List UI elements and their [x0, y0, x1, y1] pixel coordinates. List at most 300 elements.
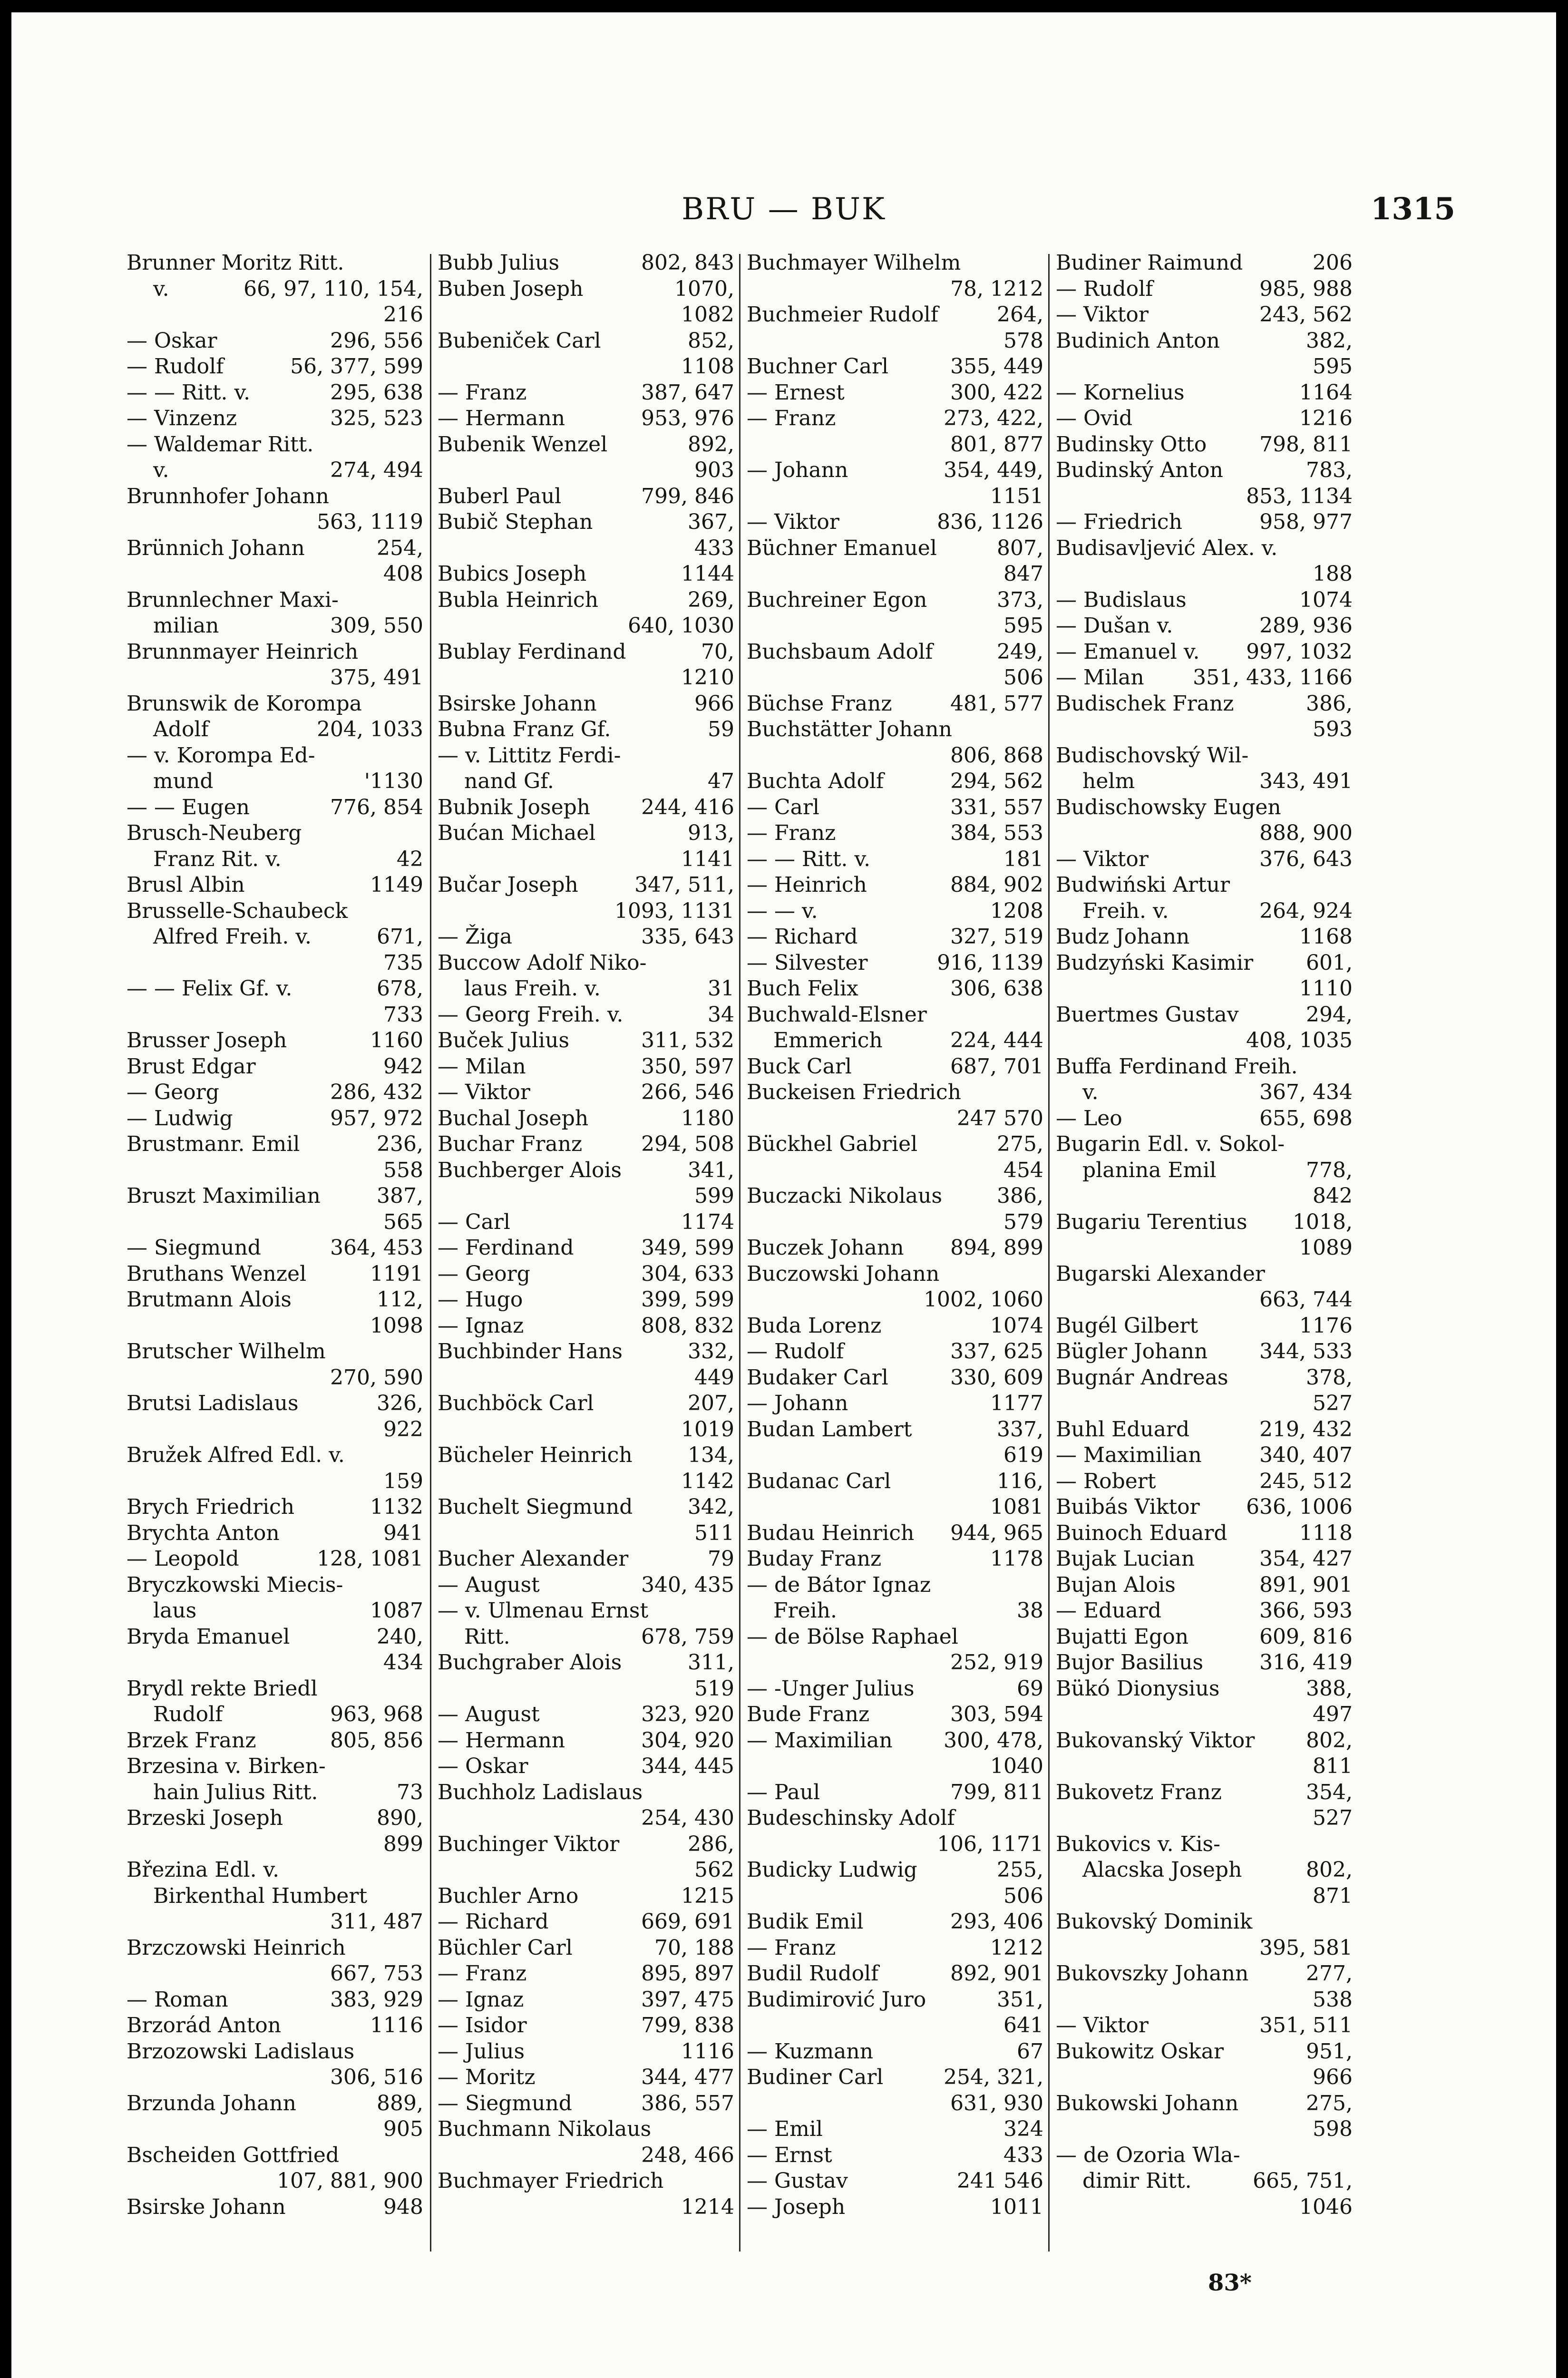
- entry-page-refs: 34: [708, 1002, 734, 1027]
- index-entry: [127, 639, 423, 665]
- entry-page-refs: 852,: [688, 328, 734, 353]
- entry-name: Brzunda Johann: [127, 2091, 296, 2115]
- entry-name: — Franz: [747, 821, 836, 845]
- index-entry: [1056, 302, 1353, 328]
- index-entry: [747, 1469, 1043, 1495]
- index-entry: [747, 1235, 1043, 1261]
- entry-page-refs: 506: [1003, 1883, 1043, 1908]
- index-entry: [127, 717, 423, 743]
- index-entry: [747, 1520, 1043, 1547]
- entry-page-refs: 891, 901: [1259, 1572, 1353, 1597]
- entry-page-refs: 116,: [997, 1469, 1043, 1493]
- entry-page-refs: 306, 516: [330, 2065, 423, 2089]
- index-entry-continuation: [1056, 1805, 1353, 1832]
- entry-page-refs: 951,: [1306, 2039, 1353, 2064]
- index-entry: [1056, 1442, 1353, 1469]
- entry-page-refs: 598: [1313, 2117, 1353, 2141]
- entry-page-refs: 1108: [681, 354, 734, 379]
- entry-name: Brustmanr. Emil: [127, 1132, 300, 1156]
- index-entry: [127, 380, 423, 406]
- index-entry: [1056, 639, 1353, 665]
- entry-page-refs: 1142: [681, 1469, 734, 1493]
- entry-page-refs: 206: [1313, 251, 1353, 275]
- entry-page-refs: 306, 638: [950, 976, 1043, 1001]
- index-entry: [747, 976, 1043, 1002]
- index-entry-continuation: [127, 1650, 423, 1676]
- entry-page-refs: 678,: [377, 976, 423, 1001]
- entry-name: Budaker Carl: [747, 1365, 888, 1390]
- entry-page-refs: 687, 701: [950, 1054, 1043, 1079]
- index-entry: [1056, 1209, 1353, 1236]
- entry-page-refs: 1176: [1299, 1313, 1353, 1338]
- index-entry: [127, 484, 423, 510]
- entry-page-refs: 890,: [377, 1806, 423, 1830]
- entry-page-refs: 31: [708, 976, 734, 1001]
- entry-page-refs: 640, 1030: [628, 614, 734, 638]
- entry-page-refs: 497: [1313, 1702, 1353, 1726]
- index-entry: [1056, 1494, 1353, 1520]
- index-entry-continuation: [747, 328, 1043, 354]
- index-column-4: [1056, 250, 1353, 2257]
- entry-name: Adolf: [153, 717, 209, 741]
- index-entry: [1056, 1313, 1353, 1339]
- entry-name: — Kornelius: [1056, 380, 1185, 405]
- entry-name: Budan Lambert: [747, 1417, 912, 1442]
- index-entry: [127, 432, 423, 458]
- index-entry-continuation: [127, 1158, 423, 1184]
- index-entry: [127, 1546, 423, 1572]
- index-entry: [127, 613, 423, 639]
- index-entry: [438, 820, 734, 847]
- index-entry-continuation: [127, 1313, 423, 1339]
- index-entry: [1056, 1857, 1353, 1883]
- index-entry: [747, 1028, 1043, 1054]
- entry-name: Brusser Joseph: [127, 1028, 287, 1053]
- index-entry: [127, 1780, 423, 1806]
- index-entry: [127, 1261, 423, 1287]
- entry-name: Bukovetz Franz: [1056, 1780, 1222, 1804]
- entry-page-refs: 1208: [990, 898, 1043, 923]
- index-entry: [127, 1857, 423, 1883]
- index-entry: [127, 276, 423, 302]
- entry-page-refs: 373,: [997, 587, 1043, 612]
- entry-page-refs: 216: [383, 302, 423, 327]
- entry-page-refs: 344, 477: [641, 2065, 734, 2089]
- index-entry: [1056, 950, 1353, 976]
- column-rule: [430, 254, 431, 2251]
- entry-page-refs: 807,: [997, 536, 1043, 560]
- index-entry: [127, 2091, 423, 2117]
- entry-name: Bsirske Johann: [127, 2194, 286, 2219]
- index-entry: [127, 924, 423, 950]
- entry-name: Franz Rit. v.: [153, 847, 282, 871]
- entry-name: Buchal Joseph: [438, 1106, 589, 1131]
- entry-name: Buhl Eduard: [1056, 1417, 1190, 1442]
- entry-page-refs: 1087: [370, 1598, 423, 1623]
- index-entry: [438, 2013, 734, 2039]
- index-entry: [1056, 2091, 1353, 2117]
- entry-page-refs: 842: [1313, 1184, 1353, 1208]
- entry-name: Bugarin Edl. v. Sokol-: [1056, 1132, 1285, 1156]
- entry-page-refs: 350, 597: [641, 1054, 734, 1079]
- entry-page-refs: 558: [383, 1158, 423, 1182]
- entry-name: Bügler Johann: [1056, 1339, 1208, 1364]
- index-entry: [747, 639, 1043, 665]
- entry-name: — Gustav: [747, 2169, 848, 2193]
- entry-name: Buchböck Carl: [438, 1391, 594, 1415]
- index-entry: [1056, 509, 1353, 536]
- entry-name: — Waldemar Ritt.: [127, 432, 314, 457]
- index-entry: [1056, 2039, 1353, 2065]
- index-entry-continuation: [438, 2143, 734, 2169]
- entry-page-refs: 349, 599: [641, 1236, 734, 1260]
- entry-name: — Emil: [747, 2117, 823, 2141]
- entry-name: — Hermann: [438, 406, 565, 430]
- entry-page-refs: 1180: [681, 1106, 734, 1131]
- entry-name: — Hugo: [438, 1287, 523, 1312]
- index-entry-continuation: [747, 432, 1043, 458]
- index-entry: [747, 406, 1043, 432]
- index-entry: [438, 924, 734, 950]
- index-entry-continuation: [438, 354, 734, 380]
- entry-page-refs: 678, 759: [641, 1624, 734, 1649]
- entry-page-refs: 254, 430: [641, 1806, 734, 1830]
- index-entry: [747, 1054, 1043, 1080]
- entry-page-refs: 434: [383, 1650, 423, 1675]
- entry-page-refs: 273, 422,: [944, 406, 1043, 430]
- entry-page-refs: 847: [1003, 562, 1043, 586]
- entry-name: Buck Carl: [747, 1054, 852, 1079]
- entry-page-refs: 388,: [1306, 1676, 1353, 1701]
- entry-name: Buček Julius: [438, 1028, 570, 1053]
- entry-page-refs: 799, 838: [641, 2013, 734, 2037]
- index-entry: [1056, 1106, 1353, 1132]
- index-entry: [438, 950, 734, 976]
- entry-name: Brzczowski Heinrich: [127, 1935, 346, 1960]
- entry-name: Buchner Carl: [747, 354, 889, 379]
- entry-page-refs: 894, 899: [950, 1236, 1043, 1260]
- index-entry-continuation: [747, 1832, 1043, 1858]
- entry-page-refs: 266, 546: [641, 1080, 734, 1104]
- entry-name: Brusl Albin: [127, 873, 245, 897]
- entry-name: Bukovszky Johann: [1056, 1961, 1249, 1986]
- entry-page-refs: 888, 900: [1259, 821, 1353, 845]
- index-entry: [438, 872, 734, 898]
- entry-name: Brunner Moritz Ritt.: [127, 251, 344, 275]
- index-entry: [1056, 2013, 1353, 2039]
- entry-name: Bukovics v. Kis-: [1056, 1832, 1220, 1856]
- entry-page-refs: 805, 856: [330, 1728, 423, 1753]
- entry-page-refs: 42: [397, 847, 423, 871]
- entry-page-refs: 240,: [377, 1624, 423, 1649]
- index-entry: [1056, 1728, 1353, 1754]
- entry-name: — Georg Freih. v.: [438, 1002, 623, 1027]
- entry-name: Buczacki Nikolaus: [747, 1184, 943, 1208]
- index-entry: [747, 795, 1043, 821]
- index-entry: [1056, 1417, 1353, 1443]
- index-entry: [747, 1261, 1043, 1287]
- index-entry: [1056, 1832, 1353, 1858]
- entry-name: Brydl rekte Briedl: [127, 1676, 318, 1701]
- entry-name: — Maximilian: [1056, 1443, 1202, 1467]
- index-entry: [127, 872, 423, 898]
- index-entry: [438, 484, 734, 510]
- index-entry: [127, 1883, 423, 1910]
- index-entry: [438, 1650, 734, 1676]
- index-entry: [1056, 613, 1353, 639]
- index-entry: [127, 795, 423, 821]
- entry-page-refs: 159: [383, 1469, 423, 1493]
- entry-page-refs: 778,: [1306, 1158, 1353, 1182]
- entry-page-refs: 395, 581: [1259, 1935, 1353, 1960]
- index-entry: [438, 2065, 734, 2091]
- entry-page-refs: 1214: [681, 2194, 734, 2219]
- index-entry: [438, 769, 734, 795]
- entry-page-refs: 128, 1081: [317, 1547, 423, 1571]
- entry-name: — Robert: [1056, 1469, 1156, 1493]
- index-entry: [747, 1857, 1043, 1883]
- entry-page-refs: 913,: [688, 821, 734, 845]
- index-entry: [127, 1106, 423, 1132]
- index-entry: [747, 1313, 1043, 1339]
- index-entry-continuation: [747, 561, 1043, 587]
- entry-name: v.: [1082, 1080, 1099, 1104]
- entry-name: — Georg: [438, 1261, 530, 1286]
- entry-page-refs: 311, 532: [641, 1028, 734, 1053]
- index-entry: [1056, 1624, 1353, 1650]
- entry-page-refs: 667, 753: [330, 1961, 423, 1986]
- entry-page-refs: 1002, 1060: [924, 1287, 1043, 1312]
- entry-page-refs: 669, 691: [641, 1910, 734, 1934]
- entry-page-refs: 801, 877: [950, 432, 1043, 457]
- entry-name: hain Julius Ritt.: [153, 1780, 318, 1804]
- index-entry-continuation: [747, 665, 1043, 691]
- entry-page-refs: 735: [383, 950, 423, 975]
- entry-page-refs: 303, 594: [950, 1702, 1043, 1726]
- entry-name: — Milan: [438, 1054, 526, 1079]
- index-entry: [127, 2194, 423, 2221]
- index-entry: [747, 1624, 1043, 1650]
- entry-name: Buckeisen Friedrich: [747, 1080, 961, 1104]
- entry-page-refs: 269,: [688, 587, 734, 612]
- entry-page-refs: 254,: [377, 536, 423, 560]
- index-entry: [438, 1339, 734, 1365]
- entry-page-refs: 884, 902: [950, 873, 1043, 897]
- entry-page-refs: 899: [383, 1832, 423, 1856]
- entry-name: Bukovanský Viktor: [1056, 1728, 1255, 1753]
- entry-page-refs: 802,: [1306, 1728, 1353, 1753]
- entry-name: Alacska Joseph: [1082, 1858, 1242, 1882]
- index-entry: [127, 1598, 423, 1624]
- index-entry-continuation: [747, 2091, 1043, 2117]
- entry-page-refs: 344, 445: [641, 1754, 734, 1778]
- entry-name: laus Freih. v.: [464, 976, 601, 1001]
- entry-name: Buchwald-Elsner: [747, 1002, 927, 1027]
- index-entry-continuation: [1056, 976, 1353, 1002]
- entry-page-refs: 1093, 1131: [614, 898, 734, 923]
- index-entry: [438, 1624, 734, 1650]
- entry-name: — Richard: [438, 1910, 549, 1934]
- entry-page-refs: 538: [1313, 1987, 1353, 2012]
- entry-page-refs: 340, 407: [1259, 1443, 1353, 1467]
- entry-name: Bugnár Andreas: [1056, 1365, 1228, 1390]
- index-entry: [438, 1158, 734, 1184]
- entry-name: — Julius: [438, 2039, 525, 2064]
- index-entry: [747, 2116, 1043, 2143]
- entry-name: Budz Johann: [1056, 925, 1190, 949]
- entry-name: — — Ritt. v.: [127, 380, 251, 405]
- index-entry: [1056, 1650, 1353, 1676]
- entry-page-refs: 1040: [990, 1754, 1043, 1778]
- entry-page-refs: 1174: [681, 1209, 734, 1234]
- index-entry: [1056, 1054, 1353, 1080]
- index-entry: [127, 458, 423, 484]
- entry-name: — Carl: [438, 1209, 510, 1234]
- entry-page-refs: 1011: [990, 2194, 1043, 2219]
- index-entry-continuation: [1056, 1028, 1353, 1054]
- index-entry: [438, 1235, 734, 1261]
- entry-page-refs: 78, 1212: [950, 276, 1043, 301]
- entry-name: — Siegmund: [127, 1236, 261, 1260]
- entry-name: Bugariu Terentius: [1056, 1209, 1247, 1234]
- index-entry: [747, 380, 1043, 406]
- entry-name: Büchner Emanuel: [747, 536, 937, 560]
- index-entry-continuation: [438, 613, 734, 639]
- entry-name: — Eduard: [1056, 1598, 1162, 1623]
- index-entry: [127, 2013, 423, 2039]
- entry-name: Bückhel Gabriel: [747, 1132, 918, 1156]
- index-entry: [127, 1676, 423, 1702]
- index-entry: [747, 2039, 1043, 2065]
- index-entry: [438, 1131, 734, 1158]
- index-entry: [747, 1391, 1043, 1417]
- entry-name: — Franz: [747, 406, 836, 430]
- index-entry-continuation: [1056, 1287, 1353, 1313]
- entry-page-refs: 1046: [1299, 2194, 1353, 2219]
- index-entry: [1056, 1598, 1353, 1624]
- entry-name: Buccow Adolf Niko-: [438, 950, 647, 975]
- index-entry: [127, 1028, 423, 1054]
- entry-name: — Ignaz: [438, 1313, 524, 1338]
- entry-page-refs: 895, 897: [641, 1961, 734, 1986]
- entry-name: — Kuzmann: [747, 2039, 874, 2064]
- entry-page-refs: 1074: [1299, 587, 1353, 612]
- page-number: 1315: [1370, 191, 1455, 227]
- entry-name: Bruszt Maximilian: [127, 1184, 321, 1208]
- entry-page-refs: 563, 1119: [317, 510, 423, 534]
- entry-name: — Budislaus: [1056, 587, 1187, 612]
- index-entry: [438, 2168, 734, 2194]
- index-entry-continuation: [1056, 820, 1353, 847]
- index-entry-continuation: [1056, 2065, 1353, 2091]
- entry-page-refs: 274, 494: [330, 458, 423, 482]
- entry-page-refs: 351, 433, 1166: [1193, 665, 1353, 690]
- entry-name: — Paul: [747, 1780, 820, 1804]
- entry-name: — Viktor: [438, 1080, 530, 1104]
- index-entry: [127, 976, 423, 1002]
- entry-page-refs: 1132: [370, 1495, 423, 1519]
- index-entry: [438, 587, 734, 614]
- index-entry: [438, 976, 734, 1002]
- index-entry: [438, 1546, 734, 1572]
- entry-page-refs: 997, 1032: [1246, 639, 1353, 664]
- entry-page-refs: 70,: [701, 639, 734, 664]
- index-entry-continuation: [1056, 1391, 1353, 1417]
- entry-page-refs: 655, 698: [1259, 1106, 1353, 1131]
- index-entry: [1056, 458, 1353, 484]
- index-entry-continuation: [1056, 717, 1353, 743]
- entry-name: — Franz: [747, 1935, 836, 1960]
- index-entry: [438, 1780, 734, 1806]
- entry-page-refs: 294, 562: [950, 769, 1043, 793]
- entry-page-refs: 367,: [688, 510, 734, 534]
- entry-name: Budil Rudolf: [747, 1961, 879, 1986]
- index-entry: [438, 432, 734, 458]
- entry-page-refs: 351, 511: [1259, 2013, 1353, 2037]
- entry-page-refs: 344, 533: [1259, 1339, 1353, 1364]
- index-entry-continuation: [438, 1857, 734, 1883]
- entry-page-refs: 387,: [377, 1184, 423, 1208]
- index-entry-continuation: [127, 665, 423, 691]
- entry-page-refs: 836, 1126: [937, 510, 1043, 534]
- entry-name: Bubla Heinrich: [438, 587, 599, 612]
- index-entry: [747, 820, 1043, 847]
- entry-page-refs: 966: [694, 691, 734, 716]
- index-entry: [127, 1805, 423, 1832]
- index-entry: [127, 1391, 423, 1417]
- index-entry: [747, 1417, 1043, 1443]
- page-header-title: BRU — BUK: [682, 192, 886, 227]
- index-entry: [1056, 1572, 1353, 1598]
- column-rule: [739, 254, 740, 2251]
- entry-page-refs: 347, 511,: [634, 873, 734, 897]
- entry-page-refs: 245, 512: [1259, 1469, 1353, 1493]
- column-rule: [1048, 254, 1050, 2251]
- index-entry-continuation: [1056, 1754, 1353, 1780]
- index-entry: [438, 691, 734, 717]
- index-entry-continuation: [438, 847, 734, 873]
- entry-name: Birkenthal Humbert: [153, 1883, 368, 1908]
- entry-page-refs: 578: [1003, 328, 1043, 353]
- entry-name: Bubenik Wenzel: [438, 432, 608, 457]
- entry-name: Bućan Michael: [438, 821, 596, 845]
- entry-page-refs: 1081: [990, 1495, 1043, 1519]
- index-entry-continuation: [747, 1494, 1043, 1520]
- entry-page-refs: 636, 1006: [1246, 1495, 1353, 1519]
- entry-page-refs: 134,: [688, 1443, 734, 1467]
- entry-name: — August: [438, 1702, 540, 1726]
- entry-page-refs: 957, 972: [330, 1106, 423, 1131]
- index-entry: [747, 950, 1043, 976]
- index-entry-continuation: [127, 2116, 423, 2143]
- entry-page-refs: 601,: [1306, 950, 1353, 975]
- entry-page-refs: 325, 523: [330, 406, 423, 430]
- entry-page-refs: 316, 419: [1259, 1650, 1353, 1675]
- index-entry: [127, 1494, 423, 1520]
- index-entry-continuation: [1056, 561, 1353, 587]
- index-entry: [438, 1494, 734, 1520]
- entry-page-refs: 224, 444: [950, 1028, 1043, 1053]
- index-entry-continuation: [1056, 1235, 1353, 1261]
- entry-name: Buchmayer Wilhelm: [747, 251, 961, 275]
- entry-page-refs: 985, 988: [1259, 276, 1353, 301]
- index-entry: [438, 1002, 734, 1028]
- index-entry-continuation: [747, 484, 1043, 510]
- index-entry: [438, 1028, 734, 1054]
- entry-name: Budinsky Otto: [1056, 432, 1207, 457]
- entry-page-refs: 300, 422: [950, 380, 1043, 405]
- index-entry-continuation: [1056, 1987, 1353, 2013]
